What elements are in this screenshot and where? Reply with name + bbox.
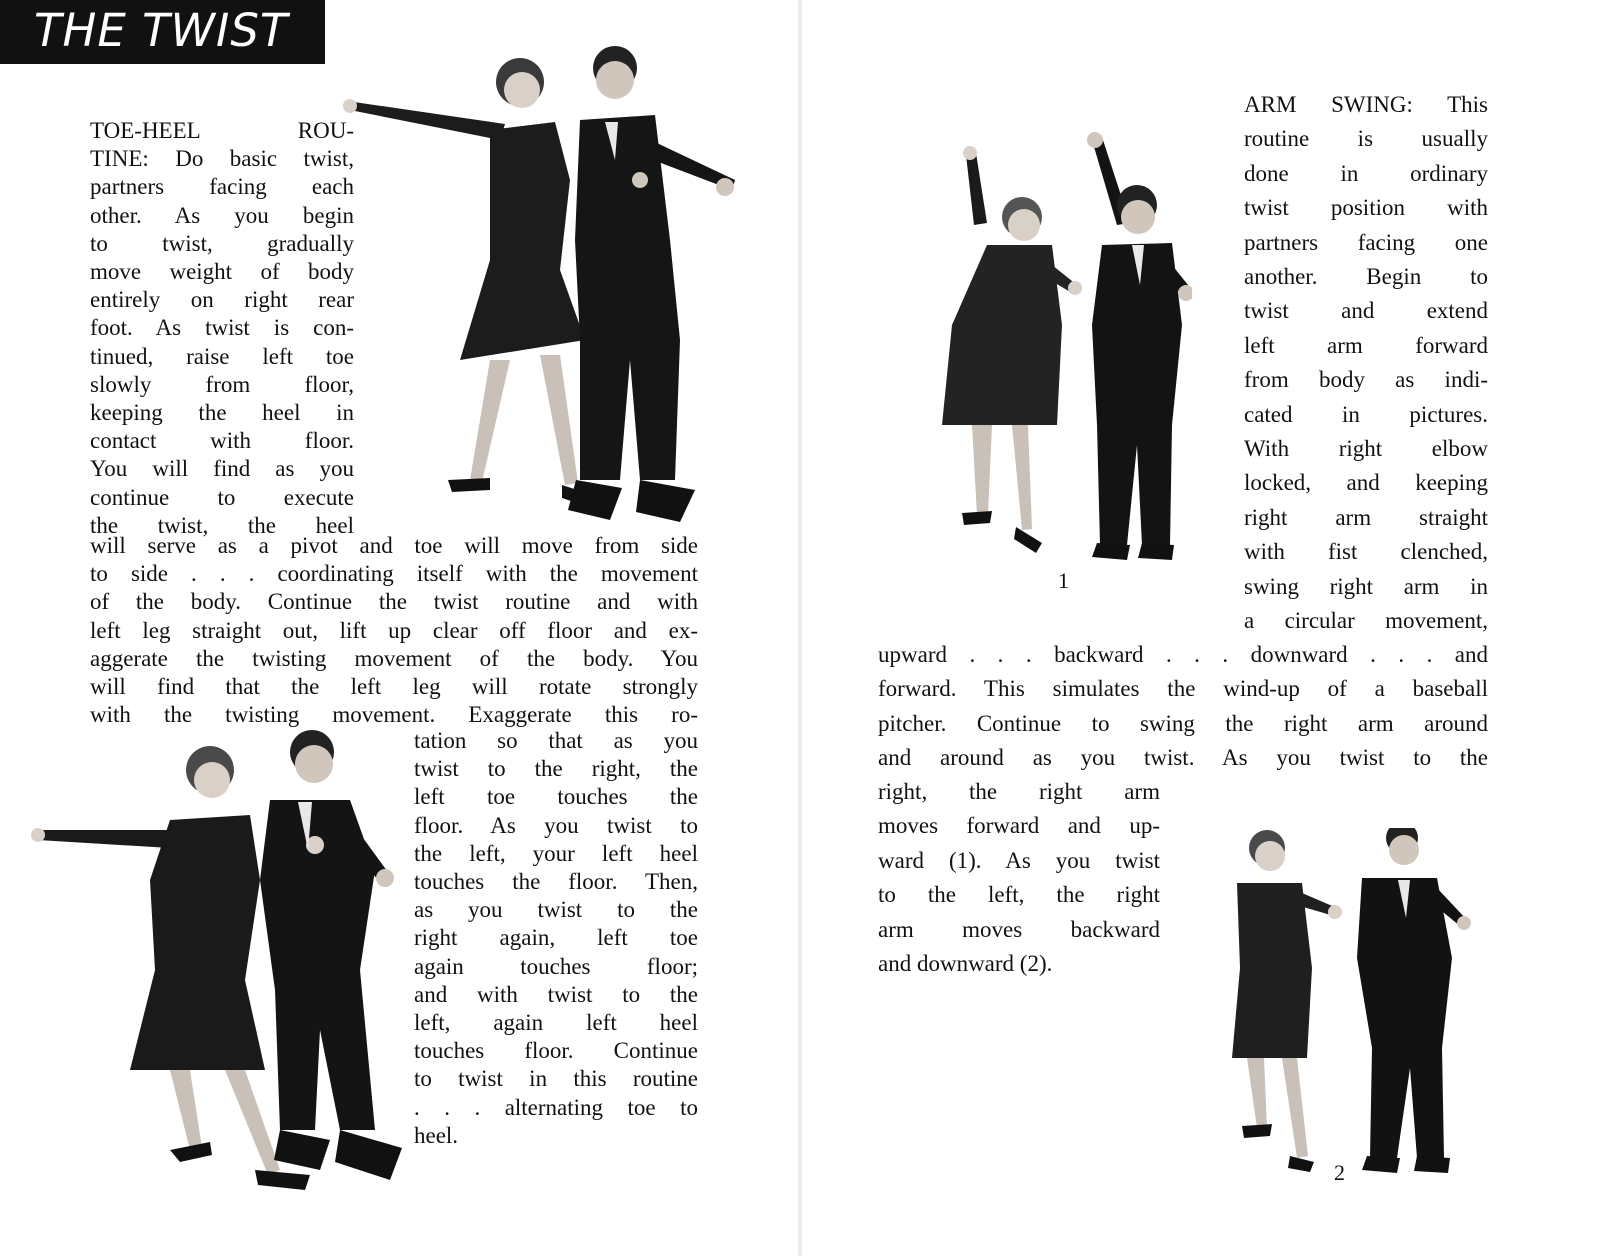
- text-line: with the twisting movement. Exaggerate this ro-: [90, 702, 698, 728]
- text-line: floor. As you twist to: [414, 812, 698, 838]
- text-line: tinued, raise left toe: [90, 343, 354, 369]
- text-line: ARM SWING: This: [1244, 92, 1488, 117]
- photo-couple-toe-heel: [340, 40, 740, 530]
- text-line: TINE: Do basic twist,: [90, 146, 354, 172]
- text-line: foot. As twist is con-: [90, 315, 354, 341]
- text-line: right arm straight: [1244, 504, 1488, 530]
- text-line: twist position with: [1244, 195, 1488, 221]
- right-page: [800, 0, 1600, 1256]
- text-line: TOE-HEEL ROU-: [90, 118, 354, 143]
- text-line: moves forward and up-: [878, 813, 1160, 839]
- text-line: from body as indi-: [1244, 367, 1488, 393]
- toe-heel-column-top: [90, 117, 354, 540]
- text-line: done in ordinary: [1244, 160, 1488, 186]
- text-line: left leg straight out, lift up clear off floor and ex-: [90, 617, 698, 643]
- photo-couple-toe-heel-bottom: [30, 730, 410, 1200]
- text-line: With right elbow: [1244, 436, 1488, 462]
- text-line: a circular movement,: [1244, 608, 1488, 634]
- text-line: slowly from floor,: [90, 371, 354, 397]
- text-line: the twist, the heel: [90, 512, 354, 538]
- photo-arm-swing-1: [932, 125, 1192, 565]
- text-line: right again, left toe: [414, 925, 698, 951]
- text-line: pitcher. Continue to swing the right arm around: [878, 710, 1488, 736]
- text-line: continue to execute: [90, 484, 354, 510]
- text-line: touches floor. Continue: [414, 1038, 698, 1064]
- figure-label-2: 2: [1334, 1160, 1345, 1185]
- text-line: other. As you begin: [90, 202, 354, 228]
- text-line: left, again left heel: [414, 1010, 698, 1036]
- text-line: arm moves backward: [878, 916, 1160, 942]
- text-line: and with twist to the: [414, 981, 698, 1007]
- text-line: twist to the right, the: [414, 756, 698, 782]
- title-banner: [0, 0, 325, 64]
- text-line: the left, your left heel: [414, 840, 698, 866]
- text-line: aggerate the twisting movement of the body. You: [90, 645, 698, 671]
- text-line: routine is usually: [1244, 126, 1488, 152]
- page-title: THE TWIST: [34, 4, 289, 57]
- text-line: as you twist to the: [414, 897, 698, 923]
- text-line: and around as you twist. As you twist to the: [878, 745, 1488, 771]
- text-line: You will find as you: [90, 456, 354, 482]
- text-line: will find that the left leg will rotate strongly: [90, 674, 698, 700]
- text-line: keeping the heel in: [90, 400, 354, 426]
- text-line: upward . . . backward . . . downward . . . and: [878, 642, 1488, 667]
- toe-heel-column-bottom: [414, 727, 698, 1150]
- text-line: to twist in this routine: [414, 1066, 698, 1092]
- toe-heel-wide-paragraph: [90, 532, 698, 729]
- text-line: to side . . . coordinating itself with the movement: [90, 561, 698, 587]
- text-line: with fist clenched,: [1244, 539, 1488, 565]
- arm-swing-wide-paragraph: [878, 638, 1488, 776]
- text-line: ward (1). As you twist: [878, 847, 1160, 873]
- text-line: touches the floor. Then,: [414, 869, 698, 895]
- text-line: cated in pictures.: [1244, 401, 1488, 427]
- text-line: partners facing each: [90, 174, 354, 200]
- text-line: partners facing one: [1244, 229, 1488, 255]
- photo-arm-swing-2: [1222, 828, 1472, 1188]
- figure-label-1: 1: [1058, 568, 1069, 593]
- text-line: entirely on right rear: [90, 287, 354, 313]
- text-line: to the left, the right: [878, 882, 1160, 908]
- text-line: of the body. Continue the twist routine and with: [90, 589, 698, 615]
- text-line: again touches floor;: [414, 953, 698, 979]
- text-line: move weight of body: [90, 259, 354, 285]
- text-line: left arm forward: [1244, 332, 1488, 358]
- text-line: left toe touches the: [414, 784, 698, 810]
- text-line: swing right arm in: [1244, 573, 1488, 599]
- text-line: tation so that as you: [414, 728, 698, 753]
- text-line: to twist, gradually: [90, 230, 354, 256]
- text-line: another. Begin to: [1244, 264, 1488, 290]
- text-line: will serve as a pivot and toe will move from side: [90, 533, 698, 558]
- text-line: . . . alternating toe to: [414, 1094, 698, 1120]
- text-line: and downward (2).: [878, 951, 1053, 977]
- text-line: heel.: [414, 1122, 459, 1148]
- text-line: locked, and keeping: [1244, 470, 1488, 496]
- arm-swing-column-top: [1244, 88, 1488, 639]
- text-line: forward. This simulates the wind-up of a baseball: [878, 676, 1488, 702]
- text-line: contact with floor.: [90, 428, 354, 454]
- text-line: right, the right arm: [878, 779, 1160, 804]
- arm-swing-column-bottom: [878, 775, 1160, 981]
- text-line: twist and extend: [1244, 298, 1488, 324]
